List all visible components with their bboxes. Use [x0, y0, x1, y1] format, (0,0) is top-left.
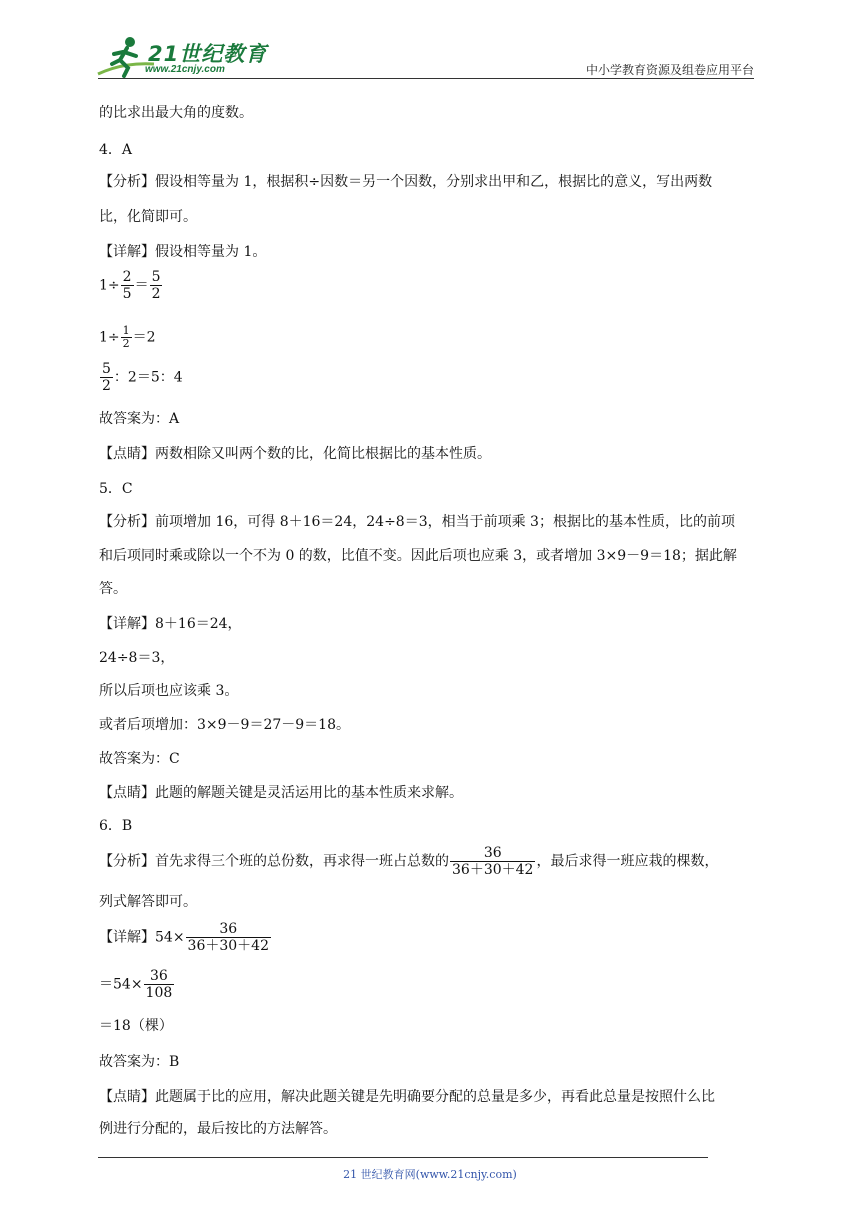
fraction — [100, 361, 113, 394]
denominator: 36＋30＋42 — [452, 862, 534, 878]
q5-detail-line: 或者后项增加：3×9－9＝27－9＝18。 — [99, 717, 350, 733]
numerator: 36 — [144, 968, 175, 985]
numerator: 36 — [186, 921, 271, 938]
formula-text: ＝2 — [132, 329, 156, 346]
q5-analysis-line: 答。 — [99, 581, 127, 597]
numerator: 36 — [450, 845, 535, 862]
q4-detail: 【详解】假设相等量为 1。 — [99, 244, 267, 260]
formula-text: ＝ — [134, 277, 149, 294]
question-6-answer: 6．B — [99, 818, 133, 834]
q6-tip-line: 【点睛】此题属于比的应用，解决此题关键是先明确要分配的总量是多少，再看此总量是按照什么比 — [99, 1089, 715, 1105]
formula-text: ：2＝5：4 — [113, 369, 183, 386]
q5-answer-line: 故答案为：C — [99, 751, 180, 767]
footer-divider — [98, 1157, 708, 1158]
formula-text: 1÷ — [99, 277, 120, 294]
q6-detail-formula-1 — [99, 921, 272, 954]
numerator: 5 — [102, 361, 111, 377]
fraction — [121, 325, 132, 350]
denominator: 2 — [102, 378, 111, 394]
q5-detail-line: 24÷8＝3， — [99, 650, 175, 666]
fraction — [450, 845, 535, 878]
q4-tip: 【点睛】两数相除又叫两个数的比，化简比根据比的基本性质。 — [99, 446, 491, 462]
q5-analysis-line: 和后项同时乘或除以一个不为 0 的数，比值不变。因此后项也应乘 3，或者增加 3×9－9＝18；据此解 — [99, 548, 737, 564]
q6-tip-line: 例进行分配的，最后按比的方法解答。 — [99, 1121, 337, 1137]
q6-detail-formula-2 — [99, 968, 175, 1001]
numerator: 5 — [151, 269, 161, 285]
q6-detail-result: ＝18（棵） — [99, 1018, 173, 1034]
q5-analysis-line: 【分析】前项增加 16，可得 8＋16＝24，24÷8＝3，相当于前项乘 3；根据比的基本性质，比的前项 — [99, 514, 735, 530]
denominator: 2 — [151, 286, 161, 302]
q6-analysis-line — [99, 845, 718, 878]
q4-formula-1 — [99, 269, 163, 302]
q5-tip: 【点睛】此题的解题关键是灵活运用比的基本性质来求解。 — [99, 785, 463, 801]
platform-title: 中小学教育资源及组卷应用平台 — [585, 63, 754, 77]
brand-name: 21世纪教育 — [148, 42, 268, 66]
q6-answer-line: 故答案为：B — [99, 1054, 180, 1070]
denominator: 5 — [122, 286, 132, 302]
text-line: 的比求出最大角的度数。 — [99, 105, 253, 121]
q4-formula-3 — [99, 361, 183, 394]
fraction — [144, 968, 175, 1001]
question-4-answer: 4．A — [99, 142, 133, 158]
numerator: 2 — [122, 269, 132, 285]
formula-text: ，最后求得一班应栽的棵数， — [536, 853, 719, 870]
q4-analysis-line: 【分析】假设相等量为 1，根据积÷因数＝另一个因数，分别求出甲和乙，根据比的意义，写出两数 — [99, 174, 713, 190]
formula-text: ＝54× — [99, 976, 143, 993]
q5-detail-line: 所以后项也应该乘 3。 — [99, 683, 239, 699]
q4-analysis-line: 比，化简即可。 — [99, 209, 197, 225]
formula-text: 1÷ — [99, 329, 120, 346]
denominator: 108 — [145, 985, 173, 1001]
question-5-answer: 5．C — [99, 481, 133, 497]
q4-answer-line: 故答案为：A — [99, 411, 180, 427]
formula-text: 【分析】首先求得三个班的总份数，再求得一班占总数的 — [99, 853, 449, 870]
numerator: 1 — [122, 324, 130, 337]
q4-formula-2 — [99, 325, 156, 350]
header-divider — [98, 78, 754, 79]
q5-detail-line: 【详解】8＋16＝24， — [99, 616, 242, 632]
fraction — [150, 269, 163, 302]
fraction — [186, 921, 271, 954]
footer-link[interactable]: 21 世纪教育网(www.21cnjy.com) — [343, 1168, 517, 1181]
denominator: 36＋30＋42 — [187, 938, 269, 954]
q6-analysis-line: 列式解答即可。 — [99, 894, 197, 910]
fraction — [121, 269, 134, 302]
formula-text: 【详解】54× — [99, 929, 185, 946]
denominator: 2 — [122, 337, 130, 350]
brand-url: www.21cnjy.com — [145, 64, 225, 75]
